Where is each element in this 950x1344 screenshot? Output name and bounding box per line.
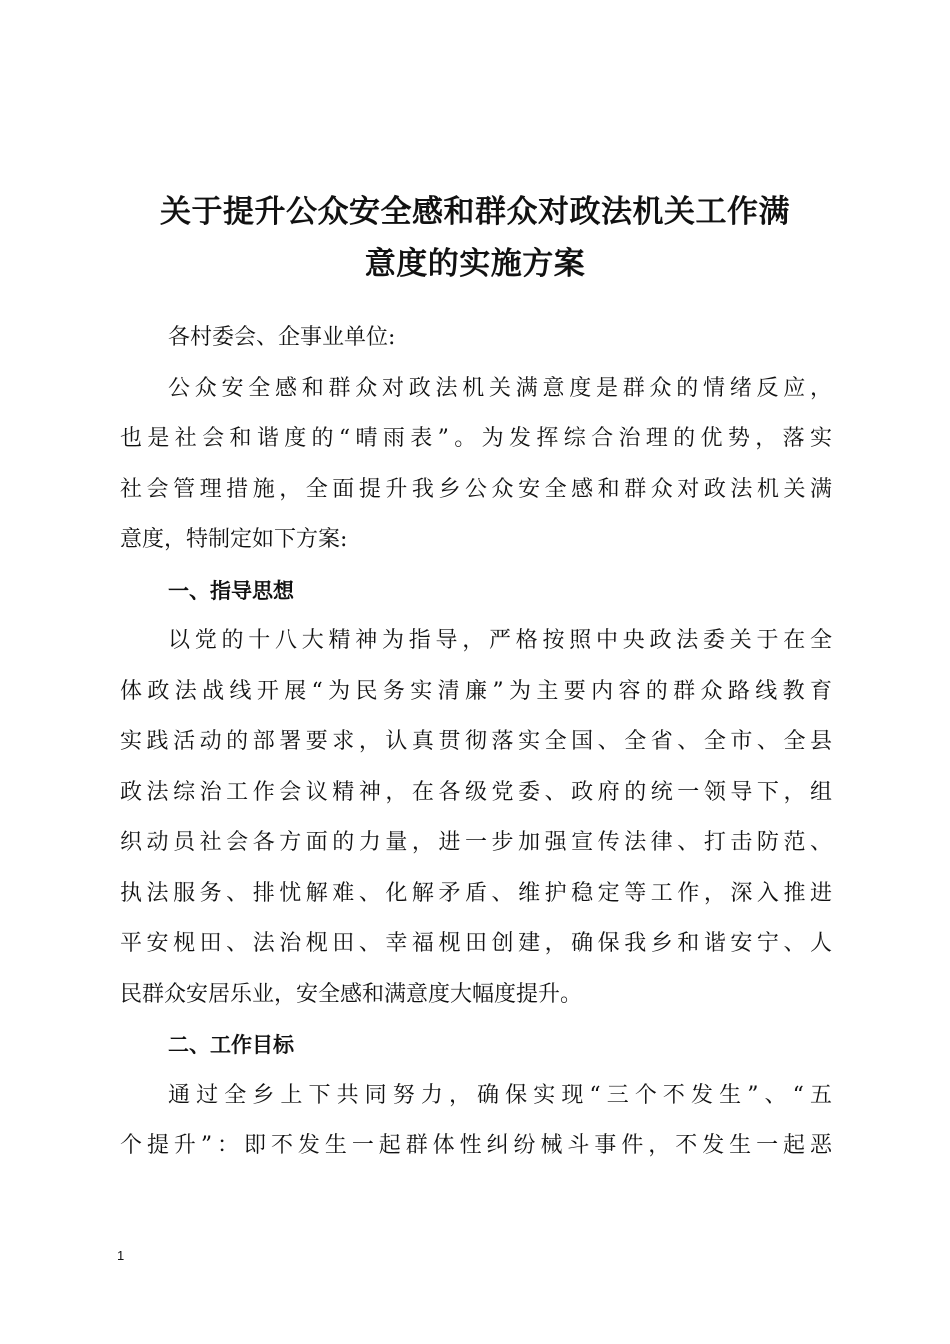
intro-line-3: 社会管理措施，全面提升我乡公众安全感和群众对政法机关满 bbox=[120, 476, 832, 502]
section1-line-8: 民群众安居乐业，安全感和满意度大幅度提升。 bbox=[120, 981, 583, 1007]
page-number: 1 bbox=[117, 1248, 125, 1263]
section1-line-5: 织动员社会各方面的力量，进一步加强宣传法律、打击防范、 bbox=[120, 830, 832, 855]
title-line-1: 关于提升公众安全感和群众对政法机关工作满 bbox=[160, 194, 790, 230]
section1-line-4: 政法综治工作会议精神，在各级党委、政府的统一领导下，组 bbox=[120, 779, 832, 805]
section1-line-3: 实践活动的部署要求，认真贯彻落实全国、全省、全市、全县 bbox=[120, 729, 832, 754]
intro-line-1: 公众安全感和群众对政法机关满意度是群众的情绪反应， bbox=[168, 375, 832, 401]
section2-heading: 二、工作目标 bbox=[168, 1033, 294, 1057]
section1-line-6: 执法服务、排忧解难、化解矛盾、维护稳定等工作，深入推进 bbox=[120, 880, 832, 906]
section1-line-1: 以党的十八大精神为指导，严格按照中央政法委关于在全 bbox=[168, 628, 832, 653]
section2-line-1: 通过全乡上下共同努力，确保实现“三个不发生”、“五 bbox=[168, 1082, 832, 1108]
intro-line-2: 也是社会和谐度的“晴雨表”。为发挥综合治理的优势，落实 bbox=[120, 426, 832, 451]
document-title bbox=[110, 186, 840, 290]
section1-line-2: 体政法战线开展“为民务实清廉”为主要内容的群众路线教育 bbox=[120, 678, 832, 704]
section2-line-2: 个提升”：即不发生一起群体性纠纷械斗事件，不发生一起恶 bbox=[120, 1133, 832, 1158]
title-line-2: 意度的实施方案 bbox=[364, 246, 586, 282]
intro-line-4: 意度，特制定如下方案: bbox=[120, 527, 348, 552]
salutation: 各村委会、企事业单位: bbox=[168, 325, 396, 350]
section1-heading: 一、指导思想 bbox=[168, 578, 294, 603]
section1-line-7: 平安枧田、法治枧田、幸福枧田创建，确保我乡和谐安宁、人 bbox=[120, 931, 832, 956]
document-body bbox=[120, 313, 832, 1172]
